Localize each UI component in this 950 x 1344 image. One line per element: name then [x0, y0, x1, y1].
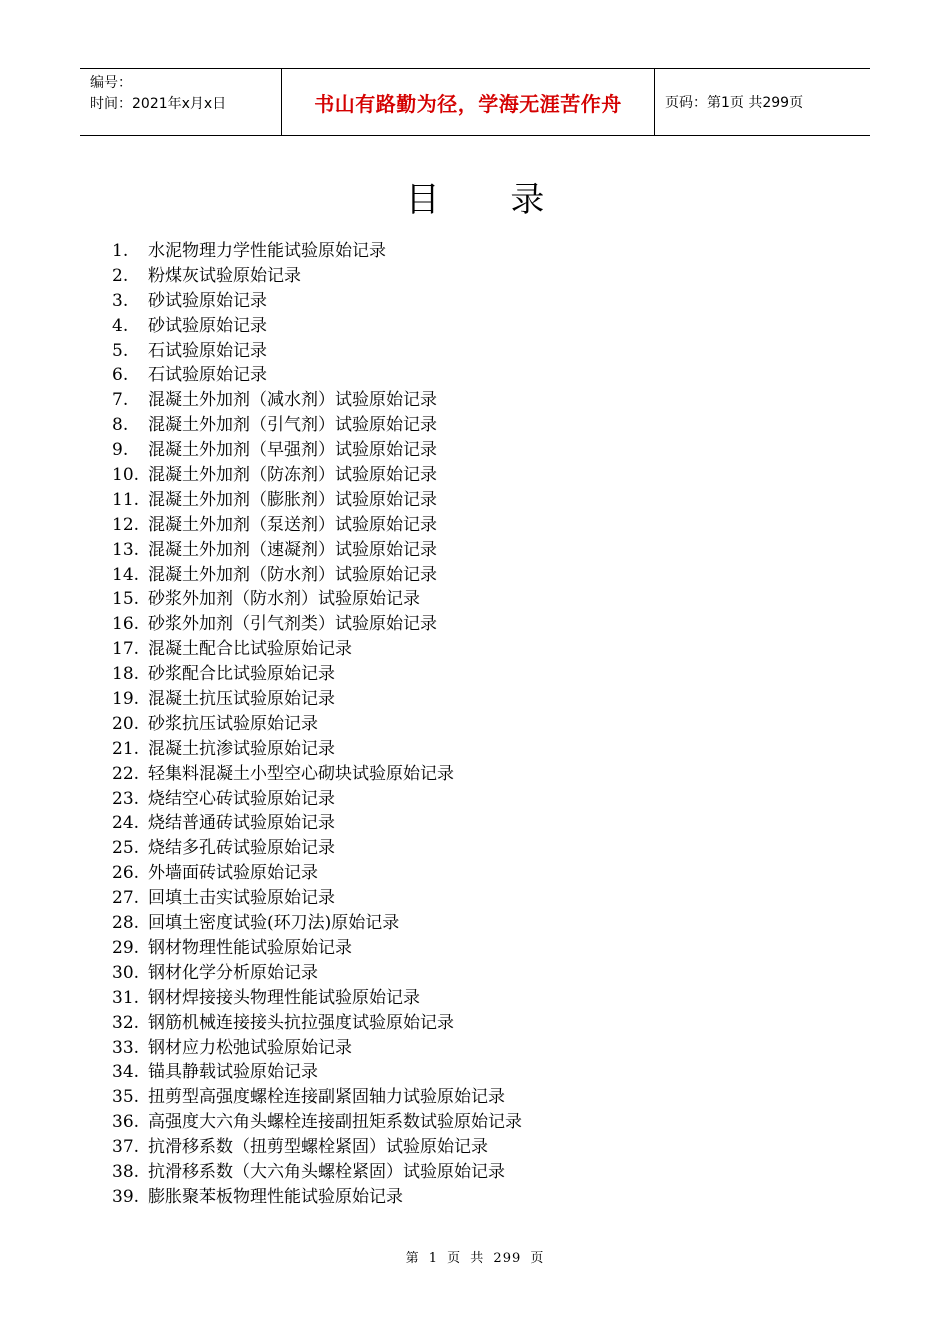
toc-item-number: 26. [112, 863, 140, 884]
toc-item-number: 27. [112, 888, 140, 909]
toc-item-number: 38. [112, 1161, 140, 1182]
toc-item-number: 11. [112, 489, 140, 510]
toc-item-title: 锚具静载试验原始记录 [148, 1062, 318, 1083]
toc-item[interactable] [112, 1110, 522, 1135]
toc-item-number: 13. [112, 539, 140, 560]
toc-item-title: 石试验原始记录 [148, 340, 267, 361]
toc-item[interactable] [112, 1060, 522, 1085]
toc-item-title: 钢材焊接接头物理性能试验原始记录 [148, 987, 420, 1008]
toc-item-number: 28. [112, 913, 140, 934]
toc-item-title: 高强度大六角头螺栓连接副扭矩系数试验原始记录 [148, 1112, 522, 1133]
toc-item-number: 17. [112, 639, 140, 660]
toc-item[interactable] [112, 936, 522, 961]
toc-item[interactable] [112, 463, 522, 488]
toc-item[interactable] [112, 388, 522, 413]
toc-item-title: 回填土击实试验原始记录 [148, 888, 335, 909]
toc-item-number: 3. [112, 290, 129, 311]
toc-item-number: 31. [112, 987, 140, 1008]
toc-item[interactable] [112, 811, 522, 836]
toc-item-title: 粉煤灰试验原始记录 [148, 265, 301, 286]
toc-item-number: 1. [112, 241, 129, 261]
toc-item-title: 烧结多孔砖试验原始记录 [148, 838, 335, 859]
toc-item[interactable] [112, 861, 522, 886]
toc-item[interactable] [112, 787, 522, 812]
toc-item[interactable] [112, 911, 522, 936]
toc-item-number: 32. [112, 1012, 140, 1033]
toc-item-number: 2. [112, 265, 129, 286]
toc-item-title: 砂试验原始记录 [148, 315, 267, 336]
page-footer: 第 1 页 共 299 页 [405, 1251, 545, 1266]
toc-item-title: 膨胀聚苯板物理性能试验原始记录 [148, 1186, 403, 1207]
toc-item-title: 轻集料混凝土小型空心砌块试验原始记录 [148, 763, 454, 784]
toc-item-number: 34. [112, 1062, 140, 1083]
page-header [80, 68, 870, 136]
toc-item-title: 混凝土抗压试验原始记录 [148, 689, 335, 710]
toc-item-title: 混凝土外加剂（速凝剂）试验原始记录 [148, 539, 437, 560]
toc-item[interactable] [112, 363, 522, 388]
toc-item-number: 8. [112, 415, 129, 436]
toc-item-number: 16. [112, 614, 140, 635]
toc-item-title: 混凝土抗渗试验原始记录 [148, 738, 335, 759]
toc-item-number: 37. [112, 1137, 140, 1158]
toc-item[interactable] [112, 339, 522, 364]
toc-item[interactable] [112, 637, 522, 662]
toc-item[interactable] [112, 488, 522, 513]
toc-item[interactable] [112, 886, 522, 911]
toc-item-title: 砂浆外加剂（防水剂）试验原始记录 [148, 589, 420, 610]
toc-item-title: 抗滑移系数（大六角头螺栓紧固）试验原始记录 [148, 1161, 505, 1182]
toc-item[interactable] [112, 737, 522, 762]
toc-item[interactable] [112, 1011, 522, 1036]
toc-item[interactable] [112, 662, 522, 687]
toc-item-title: 混凝土外加剂（膨胀剂）试验原始记录 [148, 489, 437, 510]
document-number-label: 编号： [90, 75, 132, 91]
toc-item-number: 19. [112, 689, 140, 710]
toc-item[interactable] [112, 239, 522, 264]
toc-item-number: 36. [112, 1112, 140, 1133]
toc-item-title: 钢材物理性能试验原始记录 [148, 937, 352, 958]
toc-item-title: 砂浆抗压试验原始记录 [148, 713, 318, 734]
toc-item-title: 砂试验原始记录 [148, 290, 267, 311]
toc-item-title: 石试验原始记录 [148, 365, 267, 386]
toc-item[interactable] [112, 289, 522, 314]
toc-item[interactable] [112, 687, 522, 712]
toc-item-number: 24. [112, 813, 140, 834]
toc-item[interactable] [112, 413, 522, 438]
toc-item-number: 39. [112, 1186, 140, 1207]
toc-item-number: 14. [112, 564, 140, 585]
toc-item-number: 15. [112, 589, 140, 610]
toc-item[interactable] [112, 961, 522, 986]
toc-item-number: 35. [112, 1087, 140, 1108]
header-page-info: 页码：第1页 共299页 [665, 95, 804, 111]
toc-item-number: 23. [112, 788, 140, 809]
toc-item-title: 回填土密度试验(环刀法)原始记录 [148, 913, 400, 934]
toc-item[interactable] [112, 612, 522, 637]
table-of-contents [112, 239, 522, 1210]
toc-item-title: 混凝土外加剂（减水剂）试验原始记录 [148, 390, 437, 411]
toc-item-title: 钢材化学分析原始记录 [148, 962, 318, 983]
toc-item-number: 33. [112, 1037, 140, 1058]
toc-item-number: 25. [112, 838, 140, 859]
toc-item-title: 钢材应力松弛试验原始记录 [148, 1037, 352, 1058]
toc-item[interactable] [112, 538, 522, 563]
toc-item-number: 4. [112, 315, 129, 336]
toc-item[interactable] [112, 264, 522, 289]
document-date: 时间：2021年x月x日 [90, 96, 227, 112]
toc-item[interactable] [112, 587, 522, 612]
toc-item-number: 20. [112, 713, 140, 734]
header-motto: 书山有路勤为径，学海无涯苦作舟 [314, 91, 622, 116]
toc-item[interactable] [112, 1185, 522, 1210]
toc-item-title: 混凝土外加剂（泵送剂）试验原始记录 [148, 514, 437, 535]
toc-item-title: 混凝土外加剂（防冻剂）试验原始记录 [148, 465, 437, 486]
header-motto-cell [282, 69, 655, 135]
toc-item-title: 抗滑移系数（扭剪型螺栓紧固）试验原始记录 [148, 1137, 488, 1158]
toc-item-number: 30. [112, 962, 140, 983]
toc-item-title: 混凝土外加剂（早强剂）试验原始记录 [148, 440, 437, 461]
toc-item-number: 7. [112, 390, 129, 411]
toc-item[interactable] [112, 438, 522, 463]
toc-item-title: 钢筋机械连接接头抗拉强度试验原始记录 [148, 1012, 454, 1033]
toc-item-number: 10. [112, 465, 140, 486]
toc-item[interactable] [112, 1135, 522, 1160]
toc-item[interactable] [112, 986, 522, 1011]
toc-item-title: 混凝土外加剂（引气剂）试验原始记录 [148, 415, 437, 436]
toc-item-number: 9. [112, 440, 129, 461]
toc-item-number: 29. [112, 937, 140, 958]
toc-item-title: 烧结普通砖试验原始记录 [148, 813, 335, 834]
toc-item[interactable] [112, 1085, 522, 1110]
toc-item-number: 5. [112, 340, 129, 361]
toc-item-number: 22. [112, 763, 140, 784]
toc-item-title: 烧结空心砖试验原始记录 [148, 788, 335, 809]
toc-item[interactable] [112, 712, 522, 737]
toc-item[interactable] [112, 563, 522, 588]
toc-item-number: 12. [112, 514, 140, 535]
toc-item-title: 外墙面砖试验原始记录 [148, 863, 318, 884]
toc-item-title: 砂浆外加剂（引气剂类）试验原始记录 [148, 614, 437, 635]
toc-item-title: 混凝土外加剂（防水剂）试验原始记录 [148, 564, 437, 585]
toc-item-number: 6. [112, 365, 129, 386]
toc-item[interactable] [112, 762, 522, 787]
toc-item[interactable] [112, 513, 522, 538]
toc-item-title: 混凝土配合比试验原始记录 [148, 639, 352, 660]
toc-item[interactable] [112, 836, 522, 861]
header-meta [80, 69, 282, 135]
toc-item-number: 18. [112, 664, 140, 685]
toc-item[interactable] [112, 1036, 522, 1061]
toc-item[interactable] [112, 314, 522, 339]
toc-item[interactable] [112, 1160, 522, 1185]
toc-item-title: 砂浆配合比试验原始记录 [148, 664, 335, 685]
toc-item-number: 21. [112, 738, 140, 759]
toc-item-title: 水泥物理力学性能试验原始记录 [148, 241, 386, 261]
page-title: 目 录 [405, 180, 575, 220]
toc-item-title: 扭剪型高强度螺栓连接副紧固轴力试验原始记录 [148, 1087, 505, 1108]
